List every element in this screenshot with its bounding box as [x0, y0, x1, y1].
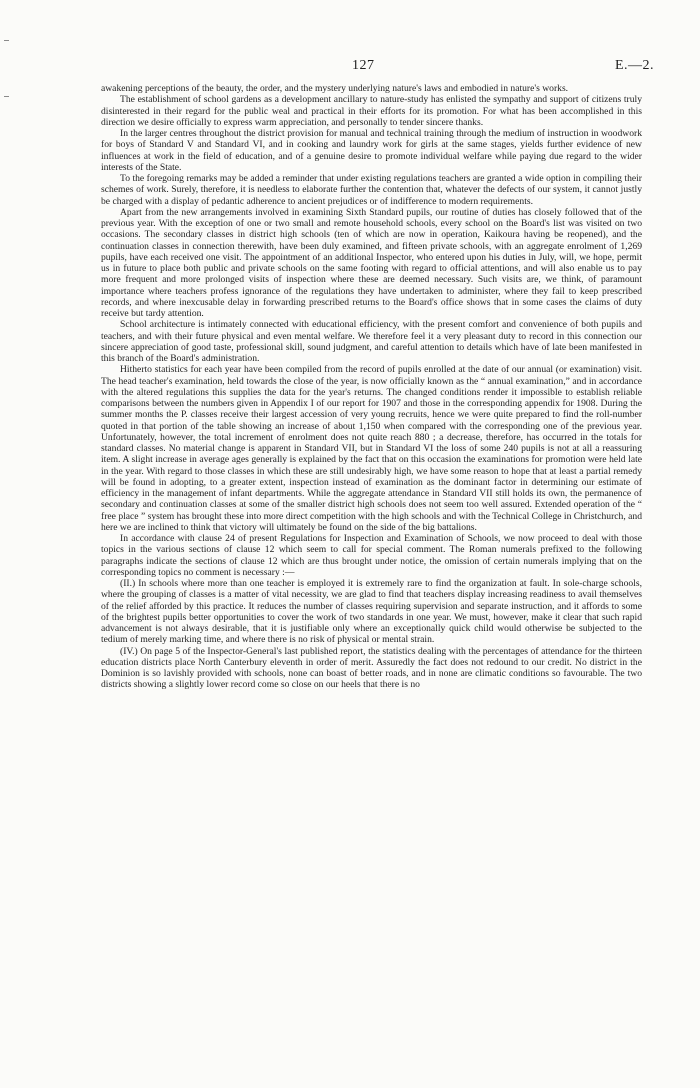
- page-number: 127: [352, 58, 375, 73]
- paragraph: In the larger centres throughout the district provision for manual and technical training through the medium of instruction in woodwork for boys of Standard V and Standard VI, and in cooking and laundry work for girls at the same stages, yields further evidence of new influences at work in the field of education, and of a genuine desire to promote individual welfare while paying due regard to the wider interests of the State.: [101, 128, 642, 173]
- body-text: [101, 83, 642, 691]
- paragraph: (IV.) On page 5 of the Inspector-General's last published report, the statistics dealing with the percentages of attendance for the thirteen education districts place North Canterbury eleventh in order of merit. Assuredly the fact does not redound to our credit. No district in the Dominion is so lavishly provided with schools, none can boast of better roads, and in none are climatic conditions so favourable. The two districts showing a slightly lower record come so close on our heels that there is no: [101, 645, 642, 691]
- paragraph: To the foregoing remarks may be added a reminder that under existing regulations teachers are granted a wide option in compiling their schemes of work. Surely, therefore, it is needless to elaborate further the contention that, whatever the defects of our system, it cannot justly be charged with a display of pedantic adherence to ancient prejudices or of indifference to modern requirements.: [101, 173, 642, 207]
- paragraph: (II.) In schools where more than one teacher is employed it is extremely rare to find the organization at fault. In sole-charge schools, where the grouping of classes is a matter of vital necessity, we are glad to find that teachers display increasing readiness to avail themselves of the relief afforded by this practice. It reduces the number of classes requiring supervision and separate instruction, and it affords to some of the brightest pupils better opportunities to cover the work of two standards in one year. We must, however, make it clear that such rapid advancement is not always desirable, that it is justifiable only where an exceptionally quick child would otherwise be subjected to the tedium of merely marking time, and where there is no risk of physical or mental strain.: [101, 578, 642, 646]
- paragraph: Apart from the new arrangements involved in examining Sixth Standard pupils, our routine of duties has closely followed that of the previous year. With the exception of one or two small and remote household schools, every school on the Board's list was visited on two occasions. The secondary classes in district high schools (ten of which are now in operation, Kaikoura having be reopened), and the continuation classes in connection therewith, have been duly examined, and fifteen private schools, with an aggregate enrolment of 1,269 pupils, have each received one visit. The appointment of an additional Inspector, who entered upon his duties in July, will, we hope, permit us in future to place both public and private schools on the same footing with regard to official attentions, and will also enable us to pay more frequent and more prolonged visits of inspection where these are deemed necessary. Such visits are, we think, of paramount importance where teachers profess ignorance of the regulations they have undertaken to administer, where they fail to keep prescribed records, and where inexcusable delay in forwarding prescribed returns to the Board's office shows that in some cases the claims of duty receive but tardy attention.: [101, 206, 642, 319]
- paragraph: The establishment of school gardens as a development ancillary to nature-study has enlisted the sympathy and support of citizens truly disinterested in their regard for the public weal and practical in their efforts for its promotion. For what has been accomplished in this direction we desire officially to express warm appreciation, and personally to tender sincere thanks.: [101, 94, 642, 128]
- paragraph: Hitherto statistics for each year have been compiled from the record of pupils enrolled at the date of our annual (or examination) visit. The head teacher's examination, held towards the close of the year, is now officially known as the “ annual examination,” and in accordance with the altered regulations this supplies the data for the year's returns. The changed conditions render it impossible to establish reliable comparisons between the numbers given in Appendix I of our report for 1907 and those in the corresponding appendix for 1908. During the summer months the P. classes receive their largest accession of very young recruits, hence we were quite prepared to find the roll-number quoted in that portion of the table showing an increase of about 1,150 when compared with the corresponding one of the previous year. Unfortunately, however, the total increment of enrolment does not quite reach 880 ; a decrease, therefore, has occurred in the totals for standard classes. No material change is apparent in Standard VII, but in Standard VI the loss of some 240 pupils is not at all a reassuring item. A slight increase in average ages generally is explained by the fact that on this occasion the examinations for promotion were held late in the year. With regard to those classes in which these are still undesirably high, we have some reason to hope that at least a partial remedy will be found in adopting, to a greater extent, inspection instead of examination as the dominant factor in determining our estimate of efficiency in the management of infant departments. While the aggregate attendance in Standard VII still holds its own, the permanence of secondary and continuation classes at some of the smaller district high schools does not seem too well assured. Extended operation of the “ free place ” system has brought these into more direct competition with the high schools and with the Technical College in Christchurch, and here we are inclined to think that victory will ultimately be found on the side of the big battalions.: [101, 364, 642, 533]
- paragraph: awakening perceptions of the beauty, the order, and the mystery underlying nature's laws and embodied in nature's works.: [101, 83, 569, 94]
- scan-edge-mark: [4, 40, 9, 41]
- document-reference: E.—2.: [614, 58, 654, 73]
- paragraph: In accordance with clause 24 of present Regulations for Inspection and Examination of Schools, we now proceed to deal with those topics in the various sections of clause 12 which seem to call for special comment. The Roman numerals prefixed to the following paragraphs indicate the sections of clause 12 which are thus brought under notice, the omission of certain numerals implying that on the corresponding topics no comment is necessary :—: [101, 533, 642, 578]
- paragraph: School architecture is intimately connected with educational efficiency, with the present comfort and convenience of both pupils and teachers, and with their future physical and even mental welfare. We therefore feel it a very pleasant duty to record in this connection our sincere appreciation of good taste, professional skill, sound judgment, and careful attention to details which have of late been manifested in this branch of the Board's administration.: [101, 319, 642, 364]
- scan-edge-mark: [4, 96, 9, 97]
